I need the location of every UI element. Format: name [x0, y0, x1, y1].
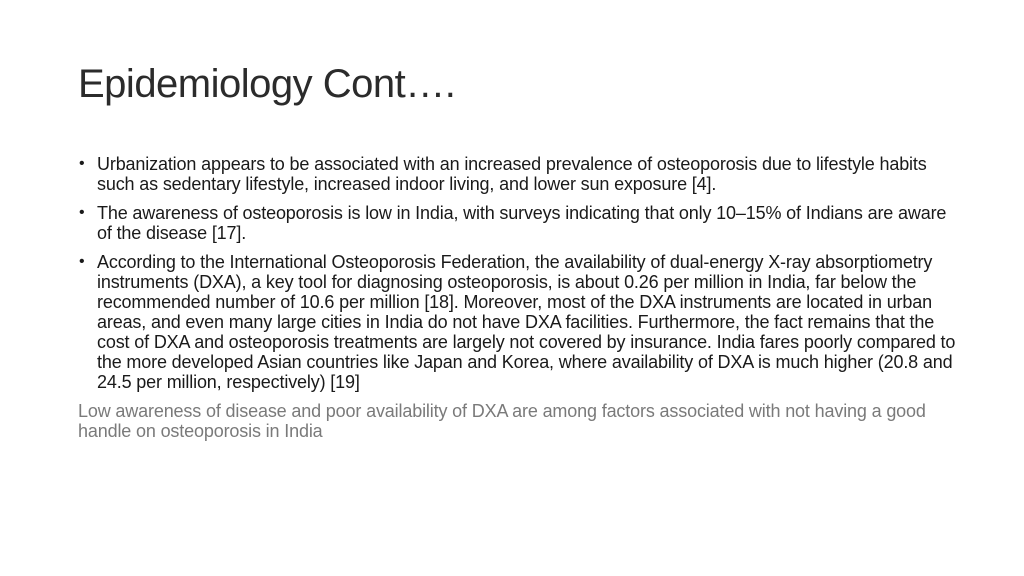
slide-title: Epidemiology Cont….	[78, 62, 456, 106]
summary-text: Low awareness of disease and poor availability of DXA are among factors associated with not having a good handle on osteoporosis in India	[78, 401, 926, 441]
bullet-text: The awareness of osteoporosis is low in India, with surveys indicating that only 10–15% of Indians are aware of the disease [17].	[97, 203, 947, 243]
list-item	[78, 154, 958, 194]
list-item	[78, 252, 958, 392]
bullet-icon: •	[79, 204, 85, 221]
bullet-icon: •	[79, 155, 85, 172]
slide-content	[78, 154, 958, 441]
bullet-icon: •	[79, 253, 85, 270]
bullet-list	[78, 154, 958, 392]
bullet-text: According to the International Osteoporosis Federation, the availability of dual-energy X-ray absorptiometry instruments (DXA), a key tool for diagnosing osteoporosis, is about 0.26 per million in India, far below the recommended number of 10.6 per million [18]. Moreover, most of the DXA instruments are located in urban areas, and even many large cities in India do not have DXA facilities. Furthermore, the fact remains that the cost of DXA and osteoporosis treatments are largely not covered by insurance. India fares poorly compared to the more developed Asian countries like Japan and Korea, where availability of DXA is much higher (20.8 and 24.5 per million, respectively) [19]	[97, 252, 956, 392]
list-item	[78, 203, 958, 243]
bullet-text: Urbanization appears to be associated with an increased prevalence of osteoporosis due to lifestyle habits such as sedentary lifestyle, increased indoor living, and lower sun exposure [4].	[97, 154, 927, 194]
